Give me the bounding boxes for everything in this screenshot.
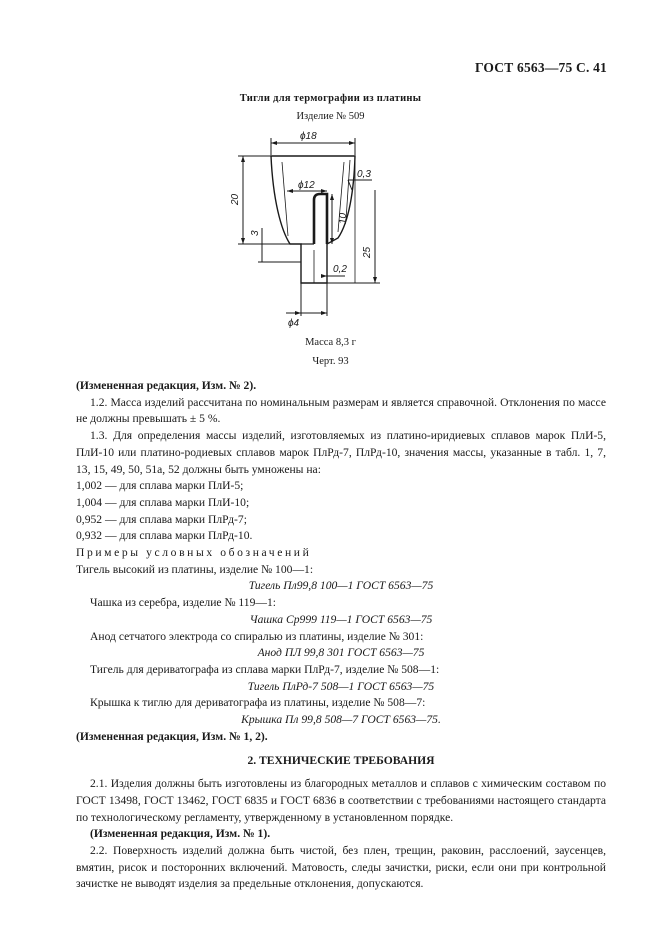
figure-title: Тигли для термографии из платины xyxy=(239,93,422,104)
revision-note: (Измененная редакция, Изм. № 2). xyxy=(76,379,257,392)
example-desc: Тигель для дериватографа из сплава марки ПлРд-7, изделие № 508—1: xyxy=(90,662,440,676)
crucible-drawing xyxy=(0,0,661,380)
example-desc: Анод сетчатого электрода со спиралью из платины, изделие № 301: xyxy=(90,629,424,643)
example-desc: Тигель высокий из платины, изделие № 100—1: xyxy=(76,562,314,576)
paragraph-2-1: 2.1. Изделия должны быть изготовлены из благородных металлов и сплавов с химическим составом по ГОСТ 13498, ГОСТ 13462, ГОСТ 6835 и ГОСТ 6836 в соответствии с требованиями настоящего стандарта по технологическому регламенту, утвержденному в установленном порядке. xyxy=(76,777,606,824)
section-title: 2. ТЕХНИЧЕСКИЕ ТРЕБОВАНИЯ xyxy=(247,754,435,768)
example-code: Тигель Пл99,8 100—1 ГОСТ 6563—75 xyxy=(248,579,434,593)
dim-tube-diameter: ϕ4 xyxy=(288,318,300,329)
factor-item: 0,932 — для сплава марки ПлРд-10. xyxy=(76,529,253,543)
revision-note: (Измененная редакция, Изм. № 1). xyxy=(90,827,271,841)
paragraph-2-2: 2.2. Поверхность изделий должна быть чистой, без плен, трещин, раковин, расслоений, заусенцев, вмятин, рисок и посторонних включений. Матовость, следы зачистки, риски, если они при контрольной зачистке не выводят изделия за предельные отклонения, допускаются. xyxy=(76,843,606,891)
dim-tube-wall: 0,2 xyxy=(333,264,347,275)
example-code: Анод ПЛ 99,8 301 ГОСТ 6563—75 xyxy=(257,646,425,660)
example-code: Крышка Пл 99,8 508—7 ГОСТ 6563—75. xyxy=(241,713,441,727)
revision-note: (Измененная редакция, Изм. № 1, 2). xyxy=(76,729,268,743)
dim-height-inner: 10 xyxy=(338,212,349,224)
example-desc: Крышка к тиглю для дериватографа из платины, изделие № 508—7: xyxy=(90,696,426,710)
factor-item: 1,002 — для сплава марки ПлИ-5; xyxy=(76,479,244,493)
examples-heading: Примеры условных обозначений xyxy=(76,546,312,560)
dim-wall: 0,3 xyxy=(357,169,371,180)
factor-item: 0,952 — для сплава марки ПлРд-7; xyxy=(76,512,247,526)
dim-bottom-step: 3 xyxy=(250,230,261,236)
example-code: Чашка Ср999 119—1 ГОСТ 6563—75 xyxy=(249,612,433,626)
figure-mass: Масса 8,3 г xyxy=(305,337,356,348)
example-code: Тигель ПлРд-7 508—1 ГОСТ 6563—75 xyxy=(247,679,435,693)
dim-inner-diameter: ϕ12 xyxy=(298,180,315,191)
dim-height-total: 20 xyxy=(230,193,241,205)
example-desc: Чашка из серебра, изделие № 119—1: xyxy=(90,596,276,610)
page-header: ГОСТ 6563—75 С. 41 xyxy=(474,60,607,75)
dim-tube-height: 25 xyxy=(362,246,373,258)
paragraph-1-2: 1.2. Масса изделий рассчитана по номинальным размерам и является справочной. Отклонения по массе не должны превышать ± 5 %. xyxy=(76,395,606,426)
dim-top-diameter: ϕ18 xyxy=(300,131,317,142)
figure-subtitle: Изделие № 509 xyxy=(296,111,365,122)
paragraph-1-3: 1.3. Для определения массы изделий, изготовляемых из платино-иридиевых сплавов марок ПлИ-5, ПлИ-10 или платино-родиевых сплавов марок ПлРд-7, ПлРд-10, значения массы, указанные в табл. 1, 7, 13, 15, 49, 50, 51а, 52 должны быть умножены на: xyxy=(76,429,606,476)
body-text xyxy=(76,378,606,893)
factor-item: 1,004 — для сплава марки ПлИ-10; xyxy=(76,495,250,509)
figure-caption: Черт. 93 xyxy=(312,356,349,367)
